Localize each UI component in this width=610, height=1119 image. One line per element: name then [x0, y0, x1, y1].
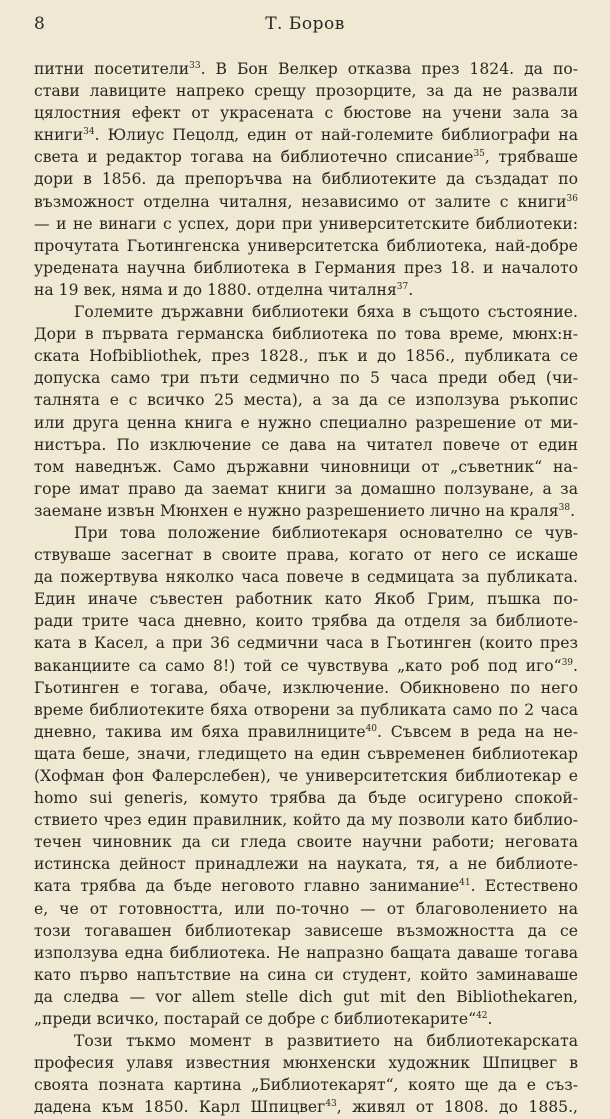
line-text: света и редактор тогава на библиотечно списание [34, 148, 474, 167]
line-text: Големите държавни библиотеки бяха в същото състояние. [74, 303, 578, 322]
text-line [34, 964, 578, 986]
line-text: ката трябва да бъде неговото главно занимание [34, 877, 460, 896]
line-text-tail: . Юлиус Пецолд, един от най-големите библиографи на [94, 126, 578, 145]
page-number: 8 [34, 14, 45, 34]
text-line [34, 434, 578, 456]
line-text: талнята е с всичко 25 места), а за да се използува ръкопис [34, 391, 578, 410]
footnote-marker[interactable]: 38 [558, 502, 571, 513]
page-header [34, 14, 576, 40]
line-text: истинска дейност принадлежи на науката, тя, а не библиоте- [34, 855, 578, 874]
text-line [34, 1008, 578, 1030]
footnote-marker[interactable]: 37 [396, 281, 409, 292]
text-line [34, 588, 578, 610]
text-line [34, 566, 578, 588]
text-line [34, 986, 578, 1008]
footnote-marker[interactable]: 36 [566, 193, 578, 204]
text-line [34, 102, 578, 124]
text-line [34, 168, 578, 190]
text-line [34, 522, 578, 544]
text-line [34, 677, 578, 699]
line-text: е, че от готовността, или по-точно — от благоволението на [34, 899, 578, 918]
line-text: книги [34, 126, 84, 145]
line-text: том наведнъж. Само държавни чиновници от „съветник“ на- [34, 457, 578, 476]
line-text: homo sui generis, комуто трябва да бъде осигурено спокой- [34, 789, 578, 808]
line-text: този тогавашен библиотекар зависеше възможността да се [34, 921, 578, 940]
line-text: ваканциите са само 8!) той се чувствува „като роб под иго“ [34, 656, 562, 675]
text-line [34, 544, 578, 566]
line-text: дадена към 1850. Карл Шпицвег [34, 1098, 326, 1117]
text-line [34, 920, 578, 942]
text-line [34, 831, 578, 853]
text-line [34, 124, 578, 146]
text-line [34, 257, 578, 279]
line-text-tail: . Естествено [470, 877, 578, 896]
text-line [34, 809, 578, 831]
footnote-marker[interactable]: 43 [325, 1099, 337, 1110]
line-text: питни посетители [34, 60, 190, 78]
line-text: да следва — vor allem stelle dich gut mit den Bibliothekaren, [34, 987, 578, 1006]
text-line [34, 478, 578, 500]
line-text: дори в 1856. да препоръчва на библиотеките да създадат по [34, 170, 578, 189]
text-line [34, 655, 578, 677]
line-text: При това положение библиотекаря основателно се чув- [74, 523, 578, 542]
line-text: щата беше, значи, гледището на един съвременен библиотекар [34, 744, 578, 763]
line-text: използува една библиотека. Не напразно бащата даваше тогава [34, 943, 578, 962]
line-text: цялостния ефект от украсената с бюстове на учени зала за [34, 104, 578, 123]
line-text: като първо напътствие на сина си студент, който заминаваше [34, 965, 578, 984]
footnote-marker[interactable]: 34 [83, 127, 95, 138]
line-text: течен чиновник да си гледа своите научни работи; неговата [34, 833, 578, 852]
text-line [34, 699, 578, 721]
line-text: ката в Касел, а при 36 седмични часа в Гьотинген (които през [34, 634, 578, 653]
line-text-tail: . [573, 656, 578, 675]
line-text: Този тъкмо момент в развитието на библиотекарската [74, 1032, 578, 1051]
line-text-tail: . [408, 280, 414, 299]
text-line [34, 853, 578, 875]
line-text: прочутата Гьотингенска университетска библиотека, най-добре [34, 236, 578, 255]
line-text: (Хофман фон Фалерслебен), че университетския библиотекар е [34, 767, 578, 785]
text-line [34, 765, 578, 787]
line-text: възможност отделна читалня, независимо от залите с книги [34, 192, 567, 211]
text-line [34, 942, 578, 964]
text-line [34, 1074, 578, 1096]
text-line [34, 787, 578, 809]
line-text: Един иначе съвестен работник като Якоб Грим, пъшка по- [34, 590, 578, 609]
text-line [34, 1030, 578, 1052]
text-line [34, 235, 578, 257]
line-text-tail: . Съвсем в реда на не- [377, 722, 578, 741]
footnote-marker[interactable]: 35 [473, 149, 485, 160]
text-line [34, 500, 578, 522]
line-text-tail: , трябваше [484, 148, 578, 167]
text-line [34, 301, 578, 323]
line-text: горе имат право да заемат книги за домашно ползуване, а за [34, 479, 578, 498]
text-line [34, 610, 578, 632]
line-text: дневно, такива им бяха правилниците [34, 722, 366, 741]
line-text: нистъра. По изключение се дава на читател повече от един [34, 435, 578, 454]
footnote-marker[interactable]: 39 [561, 657, 574, 668]
line-text: ствуваше засегнат в своите права, когато от него се искаше [34, 546, 578, 565]
text-line [34, 213, 578, 235]
line-text-tail: . [487, 1010, 493, 1029]
text-line [34, 367, 578, 389]
line-text: или друга ценна книга е нужно специално разрешение от ми- [34, 413, 578, 432]
text-line [34, 345, 578, 367]
text-line [34, 412, 578, 434]
text-line [34, 323, 578, 345]
line-text: заемане извън Мюнхен е нужно разрешението лично на краля [34, 501, 559, 520]
footnote-marker[interactable]: 42 [476, 1011, 488, 1022]
text-line [34, 146, 578, 168]
text-line [34, 1052, 578, 1074]
text-line [34, 58, 578, 80]
line-text-tail: . [570, 501, 576, 520]
footnote-marker[interactable]: 33 [189, 61, 201, 71]
text-line [34, 80, 578, 102]
line-text-tail: . В Бон Велкер отказва през 1824. да по- [200, 60, 578, 78]
text-line [34, 389, 578, 411]
line-text: допуска само три пъти седмично по 5 часа преди обед (чи- [34, 369, 578, 388]
footnote-marker[interactable]: 41 [459, 878, 471, 889]
text-line [34, 1096, 578, 1118]
line-text: на 19 век, няма и до 1880. отделна читалня [34, 280, 397, 299]
line-text: — и не винаги с успех, дори при университетските библиотеки: [34, 214, 578, 233]
line-text: стави лавиците напреко срещу прозорците, за да не развали [34, 82, 578, 101]
line-text: ствието чрез един правилник, който да му позволи като библио- [34, 811, 578, 830]
text-line [34, 632, 578, 654]
line-text: ради трите часа дневно, които трябва да отделя за библиоте- [34, 612, 578, 631]
text-line [34, 875, 578, 897]
line-text: „преди всичко, постарай се добре с библиотекарите“ [34, 1010, 477, 1029]
line-text: ската Hofbibliothek, през 1828., пък и до 1856., публиката се [34, 347, 578, 366]
line-text: Гьотинген е тогава, обаче, изключение. Обикновено по него [34, 678, 578, 697]
text-line [34, 191, 578, 213]
running-head: Т. Боров [265, 14, 345, 34]
text-line [34, 456, 578, 478]
text-line [34, 279, 578, 301]
text-line [34, 898, 578, 920]
line-text: своята позната картина „Библиотекарят“, която ще да е съз- [34, 1076, 578, 1095]
text-line [34, 721, 578, 743]
line-text: Дори в първата германска библиотека по това време, мюнх:н- [34, 325, 578, 344]
footnote-marker[interactable]: 40 [365, 723, 378, 734]
line-text-tail: , живял от 1808. до 1885., [336, 1098, 578, 1117]
line-text: уредената научна библиотека в Германия през 18. и началото [34, 258, 578, 277]
line-text: професия улавя известния мюнхенски художник Шпицвег в [34, 1054, 578, 1073]
text-line [34, 743, 578, 765]
body-text [34, 58, 578, 1119]
line-text: да пожертвува няколко часа повече в седмицата за публиката. [34, 568, 578, 587]
line-text: време библиотеките бяха отворени за публиката само по 2 часа [34, 700, 578, 719]
